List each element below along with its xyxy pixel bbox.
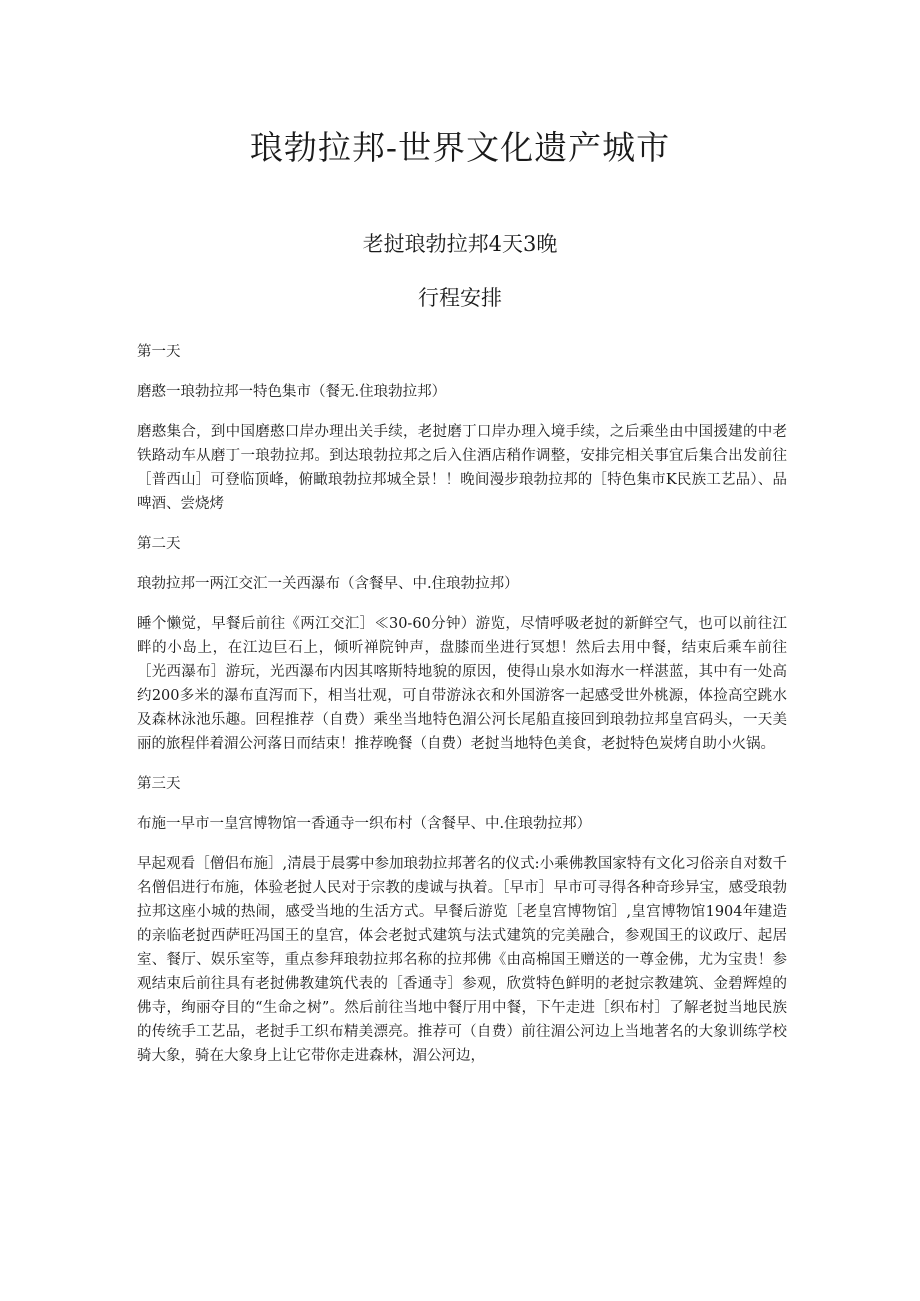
- day-2-route: 琅勃拉邦一两江交汇一关西瀑布（含餐早、中.住琅勃拉邦）: [137, 576, 519, 592]
- day-1-label: 第一天: [137, 344, 181, 360]
- day-3-description: 早起观看［僧侣布施］,清晨于晨雾中参加琅勃拉邦著名的仪式:小乘佛教国家特有文化习俗亲自对数千名僧侣进行布施，体验老挝人民对于宗教的虔诚与执着。［早市］早市可寻得各种奇珍异宝，感受琅勃拉邦这座小城的热闹，感受当地的生活方式。早餐后游览［老皇宫博物馆］,皇宫博物馆1904年建造的亲临老挝西萨旺冯国王的皇宫，体会老挝式建筑与法式建筑的完美融合，参观国王的议政厅、起居室、餐厅、娱乐室等，重点参拜琅勃拉邦名称的拉邦佛《由高棉国王赠送的一尊金佛，尤为宝贵！参观结束后前往具有老挝佛教建筑代表的［香通寺］参观，欣赏特色鲜明的老挝宗教建筑、金碧辉煌的佛寺，绚丽夺目的“生命之树”。然后前往当地中餐厅用中餐，下午走进［织布村］了解老挝当地民族的传统手工艺品，老挝手工织布精美漂亮。推荐可（自费）前往湄公河边上当地著名的大象训练学校骑大象，骑在大象身上让它带你走进森林，湄公河边，: [137, 856, 787, 1064]
- document-title: 琅勃拉邦-世界文化遗产城市: [249, 128, 671, 167]
- day-3-route: 布施一早市一皇宫博物馆一香通寺一织布村（含餐早、中.住琅勃拉邦）: [137, 816, 592, 832]
- day-1-description: 磨憨集合，到中国磨憨口岸办理出关手续，老挝磨丁口岸办理入境手续，之后乘坐由中国援建的中老铁路动车从磨丁一琅勃拉邦。到达琅勃拉邦之后入住酒店稍作调整，安排完相关事宜后集合出发前往［普西山］可登临顶峰，俯瞰琅勃拉邦城全景！！晚间漫步琅勃拉邦的［特色集市K民族工艺品）、品啤酒、尝烧烤: [137, 424, 787, 512]
- itinerary-heading: 行程安排: [418, 286, 502, 310]
- day-2-description: 睡个懒觉，早餐后前往《两江交汇］≪30-60分钟）游览，尽情呼吸老挝的新鲜空气，也可以前往江畔的小岛上，在江边巨石上，倾听禅院钟声，盘膝而坐进行冥想！然后去用中餐，结束后乘车前往［光西瀑布］游玩，光西瀑布内因其喀斯特地貌的原因，使得山泉水如海水一样湛蓝，其中有一处高约200多米的瀑布直泻而下，相当壮观，可自带游泳衣和外国游客一起感受世外桃源，体捡高空跳水及森林泳池乐趣。回程推荐（自费）乘坐当地特色湄公河长尾船直接回到琅勃拉邦皇宫码头，一天美丽的旅程伴着湄公河落日而结束！推荐晚餐（自费）老挝当地特色美食，老挝特色炭烤自助小火锅。: [137, 616, 787, 752]
- day-3-label: 第三天: [137, 776, 181, 792]
- day-2-label: 第二天: [137, 536, 181, 552]
- day-1-route: 磨憨一琅勃拉邦一特色集市（餐无.住琅勃拉邦）: [137, 384, 447, 400]
- trip-subtitle: 老挝琅勃拉邦4天3晚: [362, 232, 558, 256]
- document-body: [137, 340, 787, 1084]
